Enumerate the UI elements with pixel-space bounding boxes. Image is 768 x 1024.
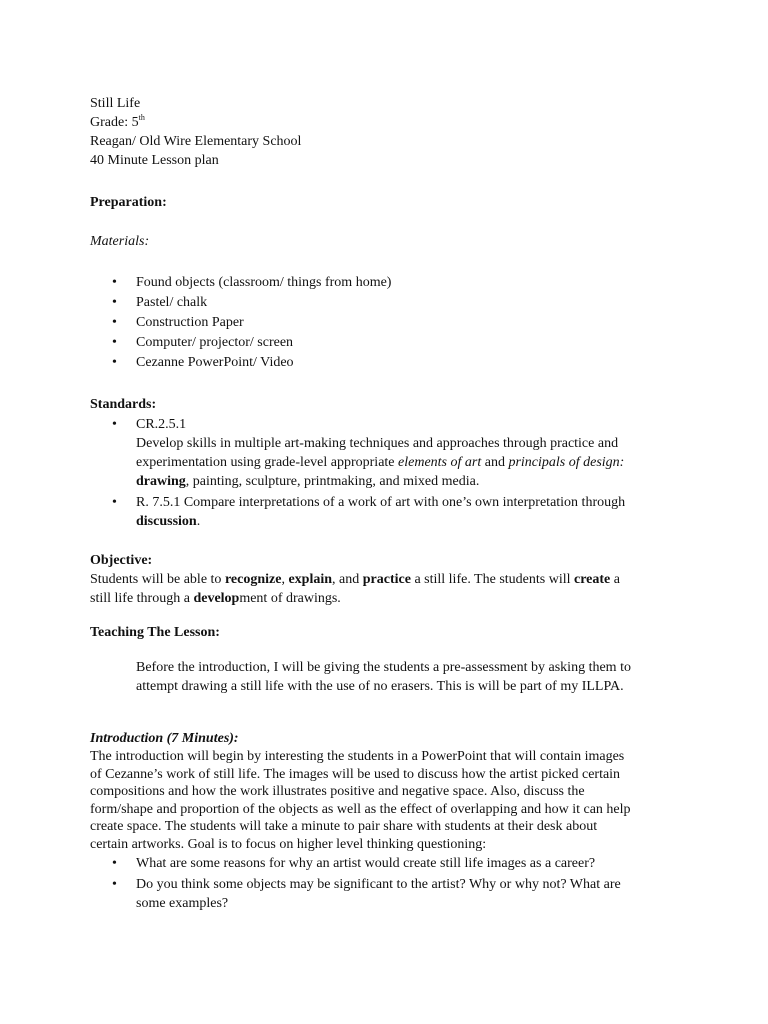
objective-heading: Objective: (90, 553, 153, 568)
materials-item: • Found objects (classroom/ things from home) (90, 273, 391, 292)
grade-text: Grade: 5 (90, 115, 139, 130)
standard-text: and (481, 455, 509, 470)
objective-text: Students will be able to (90, 572, 225, 587)
standards-list (90, 415, 625, 531)
objective-text-line (90, 589, 620, 608)
materials-item: • Construction Paper (90, 313, 391, 332)
objective-text: still life through a (90, 591, 194, 606)
standard-text-line (136, 512, 625, 531)
create-keyword: create (574, 572, 611, 587)
question-item (90, 875, 631, 913)
question-text: • Do you think some objects may be significant to the artist? Why or why not? What are (136, 877, 621, 892)
lesson-length: 40 Minute Lesson plan (90, 153, 219, 168)
header-block (90, 94, 301, 170)
standard-text-line: • R. 7.5.1 Compare interpretations of a work of art with one’s own interpretation through (136, 495, 626, 510)
introduction-text-line: create space. The students will take a minute to pair share with students at their desk about (90, 819, 598, 834)
objective-text: ment of drawings. (239, 591, 341, 606)
questions-list (90, 854, 631, 913)
introduction-text-line: The introduction will begin by interesting the students in a PowerPoint that will contain images (90, 749, 625, 764)
grade-line (90, 113, 301, 132)
standard-text-line (136, 472, 625, 491)
objective-text: a (610, 572, 620, 587)
standards-heading: Standards: (90, 397, 157, 412)
explain-keyword: explain (288, 572, 333, 587)
materials-list (90, 273, 391, 372)
standard-text: . (196, 514, 201, 529)
standard-text-line (136, 453, 625, 472)
materials-item: • Pastel/ chalk (90, 293, 391, 312)
standard-item-cr (90, 415, 625, 491)
school-name: Reagan/ Old Wire Elementary School (90, 134, 302, 149)
practice-keyword: practice (362, 572, 411, 587)
introduction-text-line: certain artworks. Goal is to focus on higher level thinking questioning: (90, 836, 487, 852)
materials-item: • Cezanne PowerPoint/ Video (90, 353, 391, 372)
principals-of-design: principals of design: (508, 455, 625, 470)
materials-label: Materials: (90, 234, 150, 249)
objective-text: a still life. The students will (410, 572, 574, 587)
teaching-text-line: attempt drawing a still life with the use of no erasers. This is will be part of my ILLPA. (136, 679, 624, 694)
materials-item: • Computer/ projector/ screen (90, 333, 391, 352)
introduction-text-line: compositions and how the work illustrates positive and negative space. Also, discuss the (90, 784, 585, 799)
standard-text: , painting, sculpture, printmaking, and mixed media. (185, 474, 480, 489)
lesson-title: Still Life (90, 96, 141, 111)
introduction-text-line: of Cezanne’s work of still life. The images will be used to discuss how the artist picked certain (90, 766, 621, 782)
recognize-keyword: recognize (224, 572, 282, 587)
elements-of-art: elements of art (398, 455, 482, 470)
standard-code: • CR.2.5.1 (136, 417, 187, 432)
develop-keyword: develop (193, 591, 240, 606)
grade-superscript: th (138, 113, 145, 122)
teaching-heading: Teaching The Lesson: (90, 625, 220, 640)
standard-text: experimentation using grade-level appropriate (136, 455, 399, 470)
objective-text: , (281, 572, 289, 587)
standard-item-r (90, 493, 625, 531)
introduction-heading: Introduction (7 Minutes): (90, 731, 239, 746)
drawing-keyword: drawing (136, 474, 186, 489)
question-text: some examples? (136, 896, 229, 911)
objective-section (90, 551, 620, 608)
preparation-heading: Preparation: (90, 195, 167, 210)
objective-text-line (90, 570, 620, 589)
objective-text: , and (332, 572, 363, 587)
question-item (90, 854, 631, 873)
question-text: • What are some reasons for why an artist would create still life images as a career? (136, 856, 596, 871)
introduction-section (90, 729, 631, 913)
standard-text-line: Develop skills in multiple art-making techniques and approaches through practice and (136, 436, 619, 451)
teaching-paragraph (136, 658, 631, 696)
teaching-text-line: Before the introduction, I will be giving the students a pre-assessment by asking them to (136, 660, 631, 675)
discussion-keyword: discussion (136, 514, 197, 529)
introduction-text-line: form/shape and proportion of the objects as well as the effect of overlapping and how it can help (90, 801, 631, 817)
